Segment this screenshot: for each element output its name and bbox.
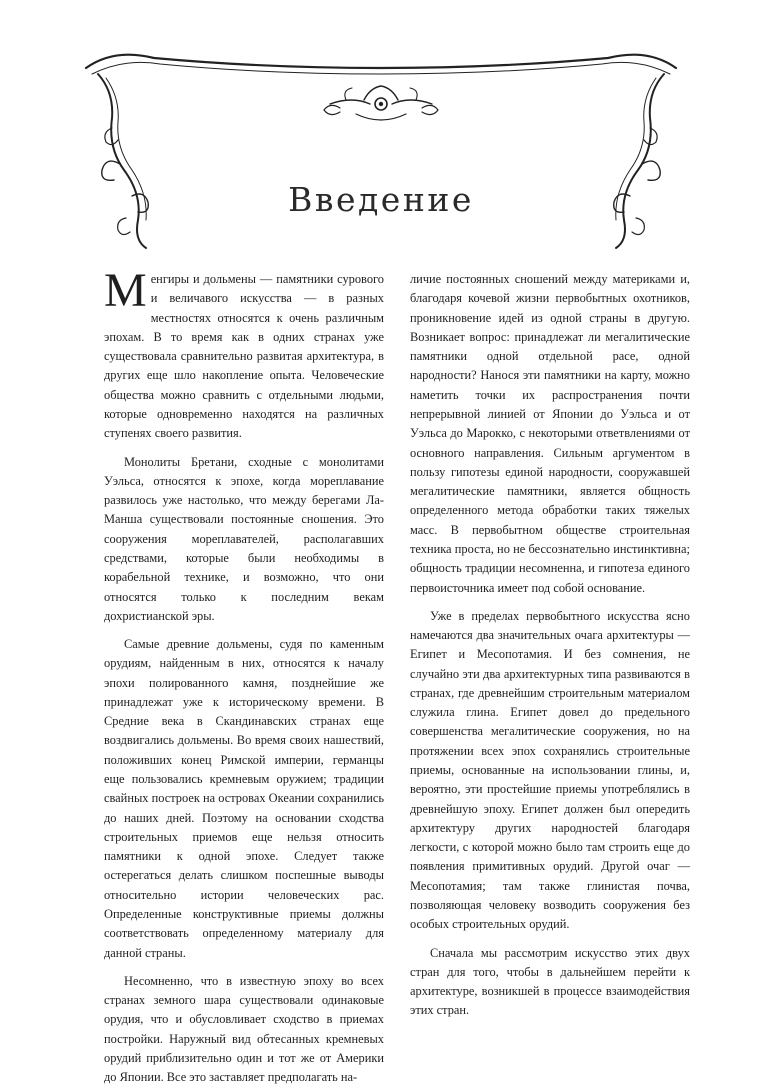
paragraph: личие постоянных сношений между материками и, благодаря кочевой жизни первобытных охотников, проникновение идей из одной страны в другую. Возникает вопрос: принадлежат ли мегалитические памятники одной отдельной расе, одной народности? Нанося эти памятники на карту, можно наметить точки их распространения почти непрерывной линией от Японии до Уэльса и от Уэльса до Марокко, с некоторыми ответвлениями от основного направления. Сильным аргументом в пользу гипотезы единой народности, сооружавшей мегалитические памятники, является общность определенного метода обработки таких тяжелых масс. В первобытном обществе строительная техника проста, но не бессознательно инстинктивна; общность традиции несомненна, и гипотеза единого первоисточника имеет под собой основание.: [410, 272, 690, 595]
page-title: Введение: [288, 180, 474, 220]
paragraph: Уже в пределах первобытного искусства ясно намечаются два значительных очага архитектуры — Египет и Месопотамия. И без сомнения, не случайно эти два архитектурных типа развиваются в странах, где древнейшим строительным материалом служила глина. Египет довел до предельного совершенства мегалитические сооружения, но на протяжении всех эпох сохранялись строительные приемы, основанные на использовании глины, и, вероятно, эти простейшие приемы употреблялись в древнейшую эпоху. Египет должен был опередить архитектуру других народностей благодаря легкости, с которой можно было там строить еще до появления примитивных орудий. Другой очаг — Месопотамия; там также глинистая почва, позволяющая человеку возводить сооружения без особых строительных орудий.: [410, 608, 690, 932]
drop-cap: М: [104, 264, 147, 317]
paragraph: Несомненно, что в известную эпоху во всех странах земного шара существовали одинаковые орудия, что и обусловливает сходство в приемах постройки. Наружный вид обтесанных кремневых орудий приблизительно один и тот же от Америки до Японии. Все это заставляет предполагать на-: [104, 973, 384, 1085]
paragraph: Самые древние дольмены, судя по каменным орудиям, найденным в них, относятся к началу эпохи полированного камня, позднейшие же принадлежат уже к историческому времени. В Средние века в Скандинавских странах еще воздвигались дольмены. Во время своих нашествий, положивших конец Римской империи, германцы еще пользовались кремневым оружием; традиции свайных построек на островах Океании сохранились до наших дней. Поэтому на основании сходства строительных приемов еще нельзя относить памятники к одной эпохе. Следует также остерегаться делать слишком поспешные выводы относительно истории человеческих рас. Определенные конструктивные приемы должны соответствовать определенному материалу для данной страны.: [104, 637, 384, 960]
paragraph: Сначала мы рассмотрим искусство этих двух стран для того, чтобы в дальнейшем перейти к архитектуре, возникшей в процессе взаимодействия этих стран.: [410, 945, 690, 1018]
text-column-left: [104, 264, 384, 1088]
text-column-right: [410, 270, 690, 1021]
paragraph: Монолиты Бретани, сходные с монолитами Уэльса, относятся к эпохе, когда мореплавание развилось уже настолько, что между берегами Ла-Манша существовали постоянные сношения. Это сооружения мореплавателей, располагавших средствами, которые были необходимы в корабельной технике, и возможно, что они относятся только к последним векам дохристианской эры.: [104, 454, 384, 623]
paragraph: [104, 264, 384, 444]
paragraph-text: енгиры и дольмены — памятники сурового и величавого искусства — в разных местностях относятся к очень различным эпохам. В то время как в одних странах уже существовала сравнительно развитая архитектура, в других еще шло накопление опыта. Человеческие общества можно сравнить с отдельными людьми, которые одновременно находятся на различных ступенях своего развития.: [104, 272, 384, 441]
